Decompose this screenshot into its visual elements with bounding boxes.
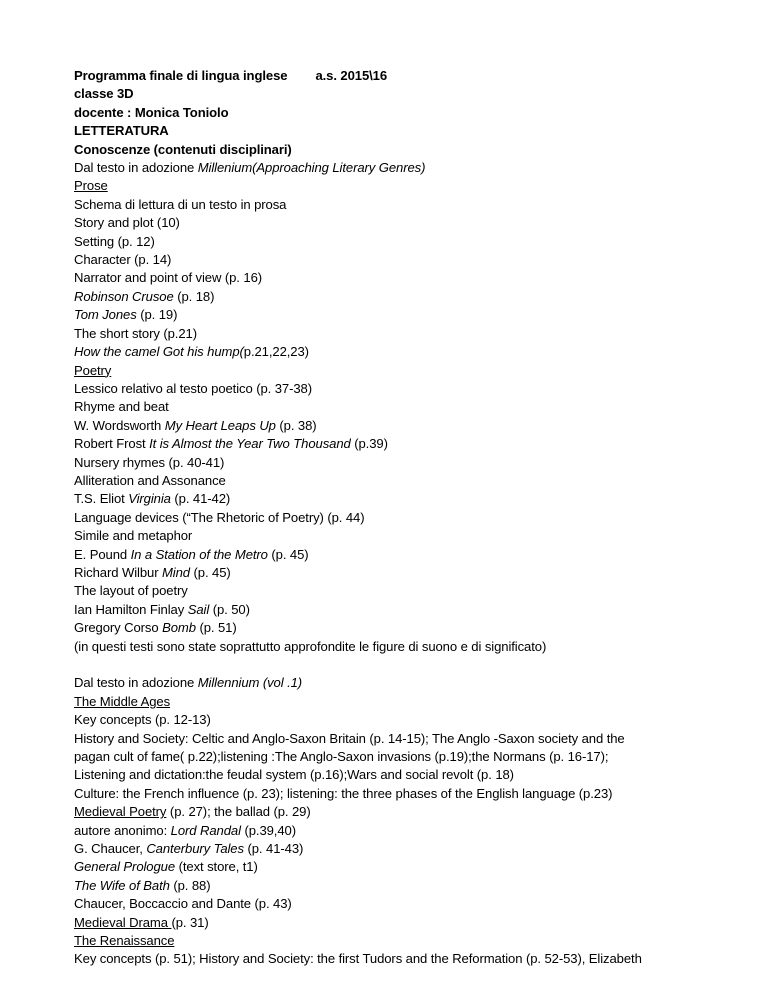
work-title: Bomb — [162, 620, 196, 636]
blank-line — [74, 656, 764, 674]
prose-item — [74, 343, 764, 361]
page-ref: (p. 41-42) — [170, 491, 231, 507]
author: W. Wordsworth — [74, 417, 165, 433]
author: E. Pound — [74, 546, 131, 562]
poetry-item — [74, 435, 764, 453]
work-title: Mind — [162, 564, 190, 580]
poetry-item: Lessico relativo al testo poetico (p. 37-38) — [74, 380, 312, 396]
prose-heading-line — [74, 177, 764, 195]
middle-ages-item — [74, 858, 764, 876]
renaissance-item: Key concepts (p. 51); History and Society: the first Tudors and the Reformation (p. 52-53), Elizabeth — [74, 951, 642, 967]
middle-ages-item: Chaucer, Boccaccio and Dante (p. 43) — [74, 896, 292, 912]
work-title: General Prologue — [74, 859, 176, 875]
work-title: It is Almost the Year Two Thousand — [149, 436, 351, 452]
poetry-item: Rhyme and beat — [74, 399, 169, 415]
poetry-heading: Poetry — [74, 362, 112, 378]
subheading: Medieval Poetry — [74, 804, 167, 820]
intro-prefix: Dal testo in adozione — [74, 160, 198, 176]
prose-item — [74, 306, 764, 324]
page-ref: (p. 50) — [209, 601, 250, 617]
work-title: Robinson Crusoe — [74, 288, 174, 304]
page-ref: (p. 27); the ballad (p. 29) — [166, 804, 311, 820]
poetry-item: Language devices (“The Rhetoric of Poetry) (p. 44) — [74, 509, 365, 525]
header-title-line — [74, 67, 764, 85]
prose-item: Narrator and point of view (p. 16) — [74, 270, 263, 286]
poetry-item — [74, 417, 764, 435]
textbook-intro-1 — [74, 159, 764, 177]
intro-prefix: Dal testo in adozione — [74, 675, 198, 691]
class-label: classe 3D — [74, 86, 134, 102]
work-title: The Wife of Bath — [74, 877, 170, 893]
prose-item: Story and plot (10) — [74, 215, 180, 231]
poetry-heading-line — [74, 362, 764, 380]
teacher-label: docente : Monica Toniolo — [74, 104, 229, 120]
page-ref: (p. 45) — [189, 564, 231, 580]
prose-item: Character (p. 14) — [74, 252, 172, 268]
middle-ages-item: Key concepts (p. 12-13) — [74, 712, 211, 728]
work-title: Sail — [187, 601, 210, 617]
middle-ages-item — [74, 822, 764, 840]
author: G. Chaucer, — [74, 841, 147, 857]
poetry-item — [74, 564, 764, 582]
poetry-item: Nursery rhymes (p. 40-41) — [74, 454, 225, 470]
page-ref: (p.39) — [350, 436, 388, 452]
middle-ages-item: pagan cult of fame( p.22);listening :The Anglo-Saxon invasions (p.19);the Normans (p. 16-17); — [74, 749, 609, 765]
document-page — [74, 67, 764, 969]
page-ref: (p. 38) — [275, 417, 317, 433]
poetry-item — [74, 490, 764, 508]
page-ref: (p. 51) — [195, 620, 237, 636]
middle-ages-item: Listening and dictation:the feudal system (p.16);Wars and social revolt (p. 18) — [74, 767, 514, 783]
renaissance-heading-line — [74, 932, 764, 950]
author: Gregory Corso — [74, 620, 163, 636]
school-year: a.s. 2015\16 — [315, 68, 388, 83]
prose-heading: Prose — [74, 178, 108, 194]
middle-ages-heading: The Middle Ages — [74, 693, 171, 709]
poetry-item: Simile and metaphor — [74, 528, 193, 544]
subject-label: LETTERATURA — [74, 123, 169, 139]
middle-ages-item — [74, 840, 764, 858]
middle-ages-item — [74, 914, 764, 932]
subheading: Medieval Drama — [74, 914, 172, 930]
page-ref: (p. 18) — [173, 288, 215, 304]
author: Robert Frost — [74, 436, 150, 452]
prose-item: The short story (p.21) — [74, 325, 197, 341]
poetry-note: (in questi testi sono state soprattutto approfondite le figure di suono e di significato) — [74, 638, 547, 654]
author: Ian Hamilton Finlay — [74, 601, 188, 617]
page-ref: (p. 19) — [136, 307, 178, 323]
page-ref: (p. 41-43) — [243, 841, 304, 857]
prose-item: Schema di lettura di un testo in prosa — [74, 196, 287, 212]
prose-item — [74, 288, 764, 306]
page-ref: (p.39,40) — [240, 822, 296, 838]
poetry-item: The layout of poetry — [74, 583, 188, 599]
work-title: In a Station of the Metro — [130, 546, 268, 562]
middle-ages-heading-line — [74, 693, 764, 711]
page-ref: (p. 31) — [171, 914, 209, 930]
middle-ages-item — [74, 877, 764, 895]
author: T.S. Eliot — [74, 491, 129, 507]
work-title: Lord Randal — [170, 822, 241, 838]
work-title: How the camel Got his hump( — [74, 344, 244, 360]
poetry-item — [74, 619, 764, 637]
poetry-item — [74, 601, 764, 619]
middle-ages-item: Culture: the French influence (p. 23); listening: the three phases of the English language (p.23) — [74, 785, 613, 801]
page-ref: (p. 45) — [267, 546, 309, 562]
prose-item: Setting (p. 12) — [74, 233, 155, 249]
work-title: Canterbury Tales — [146, 841, 244, 857]
work-title: Tom Jones — [74, 307, 137, 323]
author: Richard Wilbur — [74, 564, 162, 580]
work-title: My Heart Leaps Up — [164, 417, 276, 433]
author: autore anonimo: — [74, 822, 171, 838]
textbook-intro-2 — [74, 674, 764, 692]
middle-ages-item: History and Society: Celtic and Anglo-Saxon Britain (p. 14-15); The Anglo -Saxon society and the — [74, 730, 625, 746]
poetry-item — [74, 546, 764, 564]
doc-title: Programma finale di lingua inglese — [74, 68, 288, 83]
middle-ages-item — [74, 803, 764, 821]
textbook-title-1: Millenium(Approaching Literary Genres) — [197, 160, 426, 176]
page-ref: p.21,22,23) — [243, 344, 309, 360]
page-ref: (p. 88) — [169, 877, 211, 893]
renaissance-heading: The Renaissance — [74, 933, 175, 949]
page-ref: (text store, t1) — [175, 859, 258, 875]
poetry-item: Alliteration and Assonance — [74, 472, 226, 488]
section-label: Conoscenze (contenuti disciplinari) — [74, 141, 292, 157]
work-title: Virginia — [128, 491, 171, 507]
textbook-title-2: Millennium (vol .1) — [197, 675, 303, 691]
